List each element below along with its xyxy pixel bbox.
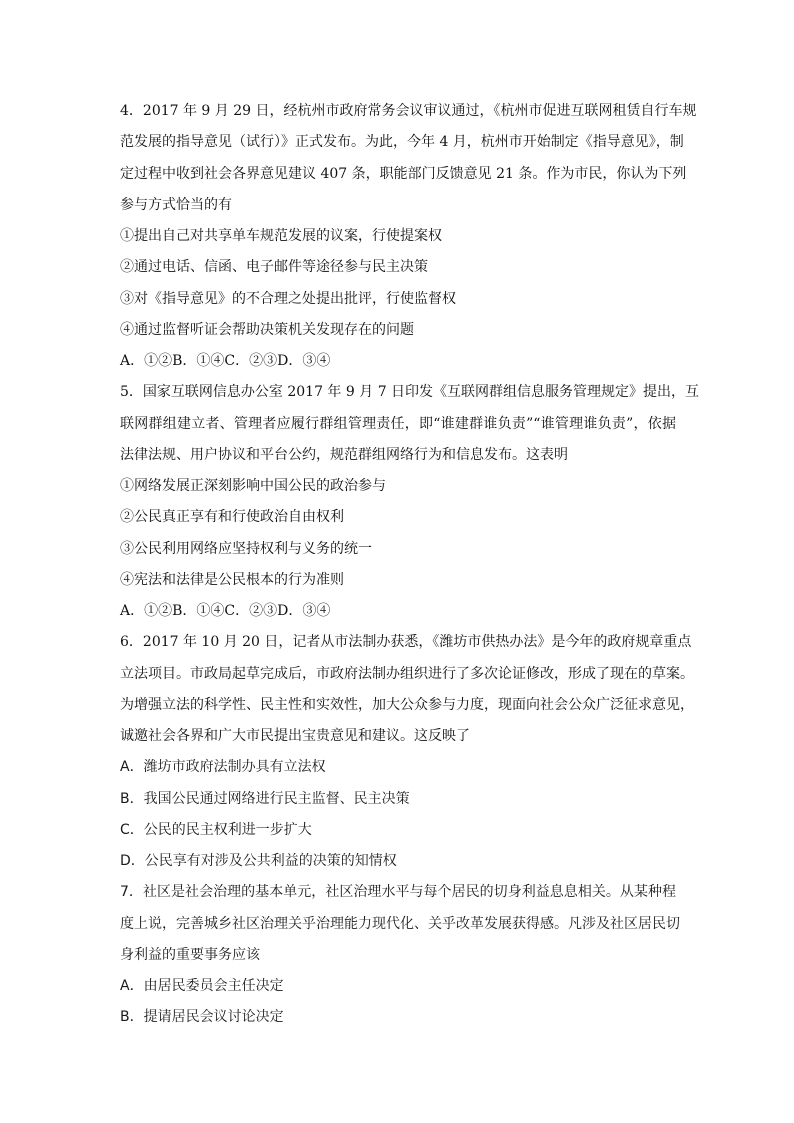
question-stem-line: 为增强立法的科学性、民主性和实效性，加大公众参与力度，现面向社会公众广泛征求意见，	[120, 696, 694, 713]
answer-choices	[120, 346, 676, 377]
question-stem-line: 立法项目。市政局起草完成后，市政府法制办组织进行了多次论证修改，形成了现在的草案。	[120, 665, 694, 682]
question-stem-line: 5．国家互联网信息办公室 2017 年 9 月 7 日印发《互联网群组信息服务管理规定》提出，互	[120, 384, 700, 401]
question-stem-line: 诚邀社会各界和广大市民提出宝贵意见和建议。这反映了	[120, 728, 470, 744]
statement-1: ①网络发展正深刻影响中国公民的政治参与	[120, 478, 386, 494]
question-stem-line: 范发展的指导意见（试行）》正式发布。为此，今年 4 月，杭州市开始制定《指导意见》，制	[120, 134, 684, 151]
question-stem-line: 法律法规、用户协议和平台公约，规范群组网络行为和信息发布。这表明	[120, 446, 568, 463]
choice-b: B．我国公民通过网络进行民主监督、民主决策	[120, 790, 410, 807]
statement-2: ②公民真正享有和行使政治自由权利	[120, 509, 344, 526]
exam-page	[120, 96, 700, 1034]
statement-3: ③公民利用网络应坚持权利与义务的统一	[120, 540, 372, 557]
question-6	[120, 627, 694, 877]
choice-b: B．①④	[172, 603, 225, 619]
choice-d: D．③④	[277, 603, 331, 619]
choice-a: A．潍坊市政府法制办具有立法权	[120, 759, 326, 776]
choice-a: A．①②	[120, 353, 173, 369]
question-stem-line: 7．社区是社会治理的基本单元，社区治理水平与每个居民的切身利益息息相关。从某种程	[120, 884, 676, 901]
question-stem-line: 4．2017 年 9 月 29 日，经杭州市政府常务会议审议通过，《杭州市促进互联网租赁自行车规	[120, 103, 697, 119]
answer-choices	[120, 596, 676, 627]
statement-3: ③对《指导意见》的不合理之处提出批评，行使监督权	[120, 290, 456, 307]
question-stem-line: 联网群组建立者、管理者应履行群组管理责任，即“谁建群谁负责”“谁管理谁负责”，依据	[120, 415, 676, 432]
choice-d: D．③④	[277, 353, 331, 369]
choice-c: C．②③	[224, 603, 278, 619]
question-stem-line: 身利益的重要事务应该	[120, 946, 260, 963]
statement-4: ④宪法和法律是公民根本的行为准则	[120, 571, 344, 588]
statement-1: ①提出自己对共享单车规范发展的议案，行使提案权	[120, 228, 442, 244]
question-4	[120, 96, 697, 377]
question-7	[120, 877, 680, 1033]
choice-b: B．①④	[172, 353, 225, 369]
question-stem-line: 度上说，完善城乡社区治理关乎治理能力现代化、关乎改革发展获得感。凡涉及社区居民切	[120, 915, 680, 932]
choice-c: C．公民的民主权利进一步扩大	[120, 821, 312, 838]
question-stem-line: 参与方式恰当的有	[120, 196, 232, 213]
question-stem-line: 6．2017 年 10 月 20 日，记者从市法制办获悉，《潍坊市供热办法》是今年的政府规章重点	[120, 634, 692, 651]
statement-2: ②通过电话、信函、电子邮件等途径参与民主决策	[120, 259, 428, 276]
statement-4: ④通过监督听证会帮助决策机关发现存在的问题	[120, 321, 414, 338]
choice-a: A．①②	[120, 603, 173, 619]
choice-d: D．公民享有对涉及公共利益的决策的知情权	[120, 853, 397, 869]
choice-c: C．②③	[224, 353, 278, 369]
question-stem-line: 定过程中收到社会各界意见建议 407 条，职能部门反馈意见 21 条。作为市民，你认为下列	[120, 165, 687, 182]
question-5	[120, 377, 700, 627]
choice-b: B．提请居民会议讨论决定	[120, 1009, 284, 1026]
choice-a: A．由居民委员会主任决定	[120, 978, 284, 994]
